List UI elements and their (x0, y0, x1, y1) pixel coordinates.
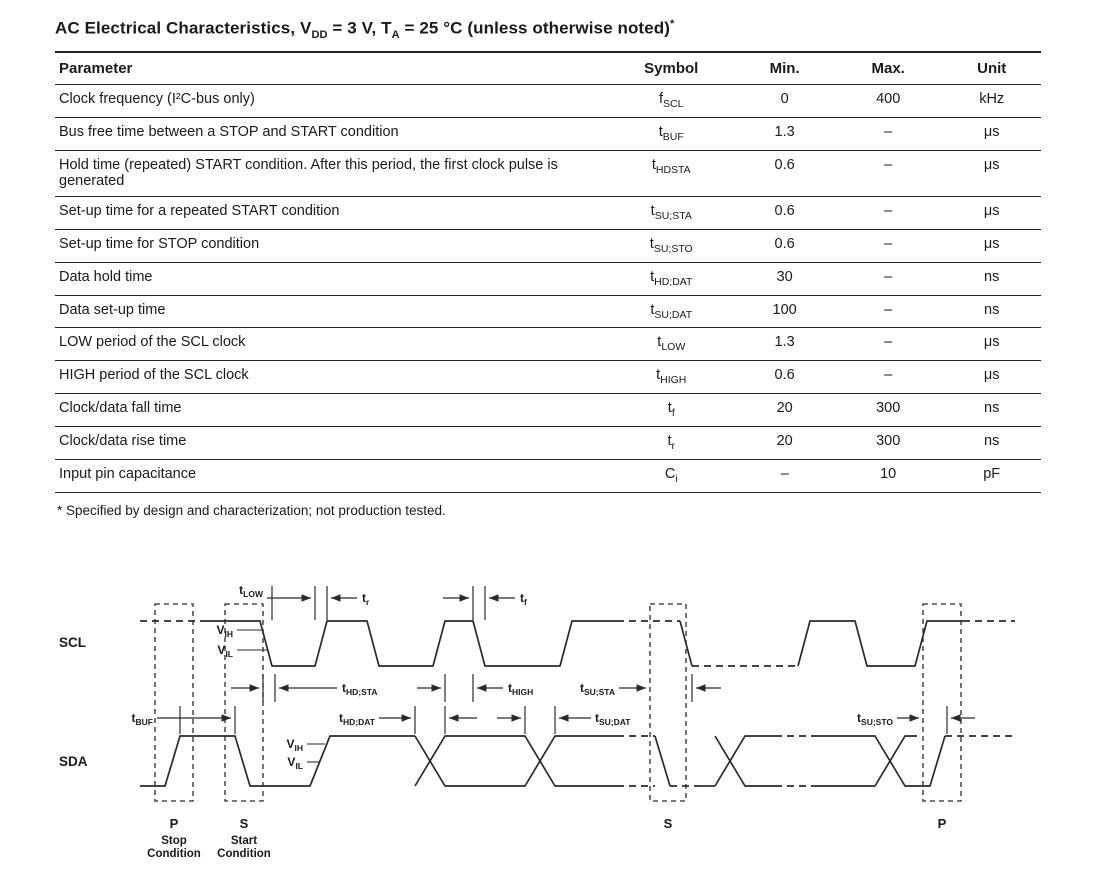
cell-symbol (607, 459, 735, 492)
symbol-subscript: HIGH (660, 374, 687, 387)
cell-parameter: Hold time (repeated) START condition. After this period, the first clock pulse is generated (55, 150, 607, 196)
cell-symbol (607, 262, 735, 295)
repeated-start-condition-box (650, 604, 686, 801)
table-body (55, 85, 1041, 493)
cell-max: – (834, 262, 942, 295)
cell-unit: ns (942, 394, 1041, 427)
symbol-subscript: LOW (661, 341, 686, 354)
col-header-symbol: Symbol (607, 52, 735, 85)
cell-min: 20 (735, 427, 834, 460)
page-title (55, 18, 1041, 41)
symbol-subscript: SU;STO (653, 242, 693, 255)
symbol-subscript: HDSTA (655, 163, 691, 176)
cell-unit: μs (942, 117, 1041, 150)
stop-condition-box-right (923, 604, 961, 801)
table-row (55, 328, 1041, 361)
symbol-base: t (649, 235, 654, 252)
cell-parameter: LOW period of the SCL clock (55, 328, 607, 361)
cell-max: 400 (834, 85, 942, 118)
cell-unit: μs (942, 229, 1041, 262)
col-header-min: Min. (735, 52, 834, 85)
table-row (55, 262, 1041, 295)
cell-symbol (607, 328, 735, 361)
symbol-subscript: HD;DAT (654, 275, 693, 288)
cell-symbol (607, 117, 735, 150)
cell-unit: pF (942, 459, 1041, 492)
table-row (55, 85, 1041, 118)
cell-parameter: Input pin capacitance (55, 459, 607, 492)
t-hd-dat-label: $t_{HD;DAT}$ (339, 710, 375, 727)
cell-min: 0.6 (735, 150, 834, 196)
timing-diagram-svg (55, 576, 1015, 871)
repeated-start-s-label: S (663, 815, 673, 831)
title-text: = 25 °C (unless otherwise noted) (399, 18, 670, 38)
title-sub-vdd: DD (311, 29, 328, 42)
col-header-max: Max. (834, 52, 942, 85)
title-text: = 3 V, T (327, 18, 392, 38)
scl-vih-label: $V_{IH}$ (216, 622, 233, 639)
cell-parameter: Data hold time (55, 262, 607, 295)
start-s-label: S (239, 815, 249, 831)
condition-boxes (155, 604, 961, 801)
cell-unit: μs (942, 196, 1041, 229)
cell-max: – (834, 295, 942, 328)
threshold-lines (237, 630, 325, 762)
table-header (55, 52, 1041, 85)
symbol-base: t (650, 268, 655, 285)
title-sub-ta: A (391, 29, 400, 42)
cell-min: 20 (735, 394, 834, 427)
cell-parameter: Clock/data fall time (55, 394, 607, 427)
cell-parameter: Set-up time for a repeated START condition (55, 196, 607, 229)
symbol-subscript: SU;DAT (654, 308, 693, 321)
cell-symbol (607, 361, 735, 394)
start-condition-caption-line1: Start (230, 834, 258, 847)
cell-unit: μs (942, 328, 1041, 361)
table-row (55, 427, 1041, 460)
symbol-base: t (650, 301, 655, 318)
symbol-base: f (659, 91, 664, 108)
symbol-subscript: SU;STA (654, 209, 692, 222)
cell-parameter: Set-up time for STOP condition (55, 229, 607, 262)
title-text: AC Electrical Characteristics, V (55, 18, 312, 38)
stop-condition-caption-line2: Condition (147, 847, 201, 860)
title-footnote-marker: * (670, 18, 675, 30)
symbol-base: t (650, 202, 655, 219)
scl-vil-label: $V_{IL}$ (217, 642, 233, 659)
cell-max: 300 (834, 427, 942, 460)
cell-symbol (607, 150, 735, 196)
sda-waveform (140, 736, 1015, 786)
table-row (55, 361, 1041, 394)
cell-parameter: HIGH period of the SCL clock (55, 361, 607, 394)
cell-symbol (607, 427, 735, 460)
cell-unit: μs (942, 361, 1041, 394)
cell-symbol (607, 85, 735, 118)
cell-max: – (834, 196, 942, 229)
symbol-subscript: BUF (662, 130, 684, 143)
table-row (55, 196, 1041, 229)
cell-unit: kHz (942, 85, 1041, 118)
table-row (55, 459, 1041, 492)
t-su-sto-label: $t_{SU;STO}$ (857, 710, 893, 727)
cell-max: – (834, 150, 942, 196)
t-f-label: $t_f$ (520, 590, 527, 607)
t-hd-sta-label: $t_{HD;STA}$ (342, 680, 378, 697)
cell-min: – (735, 459, 834, 492)
cell-symbol (607, 295, 735, 328)
symbol-base: t (657, 334, 662, 351)
symbol-subscript: r (671, 439, 676, 452)
cell-min: 30 (735, 262, 834, 295)
symbol-base: C (664, 465, 676, 482)
cell-parameter: Bus free time between a STOP and START condition (55, 117, 607, 150)
ac-characteristics-table (55, 51, 1041, 493)
footnote: * Specified by design and characterization; not production tested. (57, 502, 446, 518)
cell-max: 10 (834, 459, 942, 492)
measurement-arrows (157, 598, 975, 718)
cell-min: 1.3 (735, 117, 834, 150)
table-row (55, 394, 1041, 427)
col-header-unit: Unit (942, 52, 1041, 85)
cell-symbol (607, 229, 735, 262)
t-r-label: $t_r$ (362, 590, 370, 607)
measurement-ticks (180, 586, 947, 734)
table-row (55, 150, 1041, 196)
cell-min: 0.6 (735, 196, 834, 229)
t-high-label: $t_{HIGH}$ (508, 680, 534, 697)
symbol-base: t (651, 156, 656, 173)
cell-min: 100 (735, 295, 834, 328)
table-row (55, 229, 1041, 262)
sda-vil-label: $V_{IL}$ (287, 754, 303, 771)
stop-condition-box (155, 604, 193, 801)
start-condition-caption-line2: Condition (217, 847, 271, 860)
cell-parameter: Clock/data rise time (55, 427, 607, 460)
cell-max: – (834, 229, 942, 262)
scl-label: SCL (59, 634, 86, 650)
symbol-subscript: SCL (663, 97, 684, 110)
stop-p-label-right: P (937, 815, 947, 831)
symbol-base: t (656, 367, 661, 384)
cell-max: – (834, 328, 942, 361)
scl-waveform (140, 621, 1015, 666)
cell-max: 300 (834, 394, 942, 427)
sda-vih-label: $V_{IH}$ (286, 736, 303, 753)
cell-parameter: Clock frequency (I²C-bus only) (55, 85, 607, 118)
cell-min: 1.3 (735, 328, 834, 361)
symbol-subscript: f (671, 407, 675, 420)
cell-unit: μs (942, 150, 1041, 196)
t-su-sta-label: $t_{SU;STA}$ (579, 680, 615, 697)
cell-symbol (607, 196, 735, 229)
cell-unit: ns (942, 295, 1041, 328)
table-row (55, 117, 1041, 150)
symbol-base: t (667, 400, 672, 417)
table-row (55, 295, 1041, 328)
cell-parameter: Data set-up time (55, 295, 607, 328)
col-header-parameter: Parameter (55, 52, 607, 85)
symbol-subscript: i (675, 472, 678, 485)
t-buf-label: $t_{BUF}$ (131, 710, 153, 727)
symbol-base: t (658, 123, 663, 140)
cell-max: – (834, 117, 942, 150)
cell-min: 0 (735, 85, 834, 118)
cell-unit: ns (942, 262, 1041, 295)
cell-max: – (834, 361, 942, 394)
cell-unit: ns (942, 427, 1041, 460)
sda-label: SDA (59, 753, 88, 769)
stop-p-label: P (169, 815, 179, 831)
t-low-label: $t_{LOW}$ (239, 582, 263, 599)
t-su-dat-label: $t_{SU;DAT}$ (595, 710, 631, 727)
cell-symbol (607, 394, 735, 427)
stop-condition-caption-line1: Stop (161, 834, 187, 847)
cell-min: 0.6 (735, 229, 834, 262)
symbol-base: t (667, 433, 672, 450)
cell-min: 0.6 (735, 361, 834, 394)
